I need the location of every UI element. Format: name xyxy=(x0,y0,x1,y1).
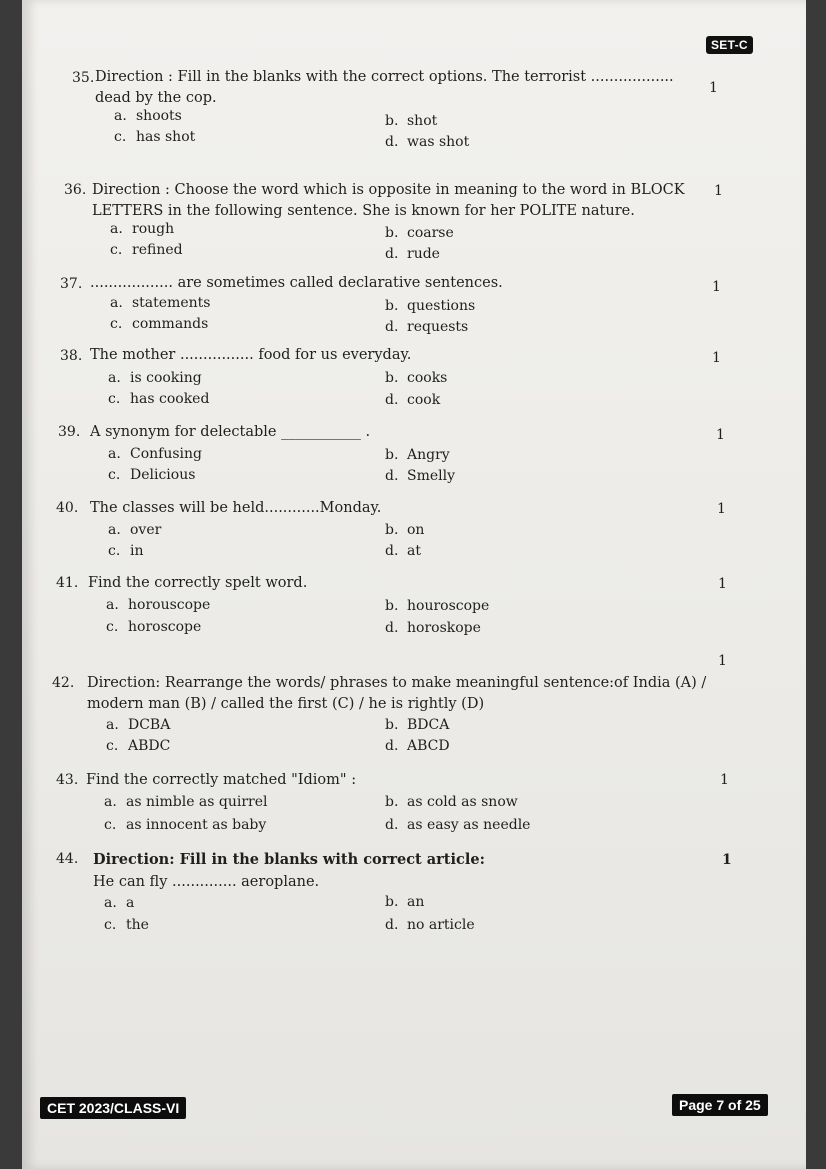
option-d: d. horoskope xyxy=(385,620,481,636)
option-c: c. in xyxy=(108,543,144,559)
marks-value: 1 xyxy=(718,653,727,669)
option-a: a. a xyxy=(104,895,135,911)
marks-value: 1 xyxy=(716,427,725,443)
footer-exam-label: CET 2023/CLASS-VI xyxy=(40,1097,186,1119)
marks-value: 1 xyxy=(709,80,718,96)
footer-page-number: Page 7 of 25 xyxy=(672,1094,768,1116)
option-d: d. at xyxy=(385,543,421,559)
question-text-line: The classes will be held............Monday. xyxy=(90,500,382,516)
option-d: d. as easy as needle xyxy=(385,817,531,833)
option-b: b. coarse xyxy=(385,225,454,241)
marks-value: 1 xyxy=(718,576,727,592)
option-a: a. over xyxy=(108,522,162,538)
option-b: b. questions xyxy=(385,298,476,314)
marks-value: 1 xyxy=(717,501,726,517)
question-number: 36. xyxy=(64,182,87,198)
option-c: c. Delicious xyxy=(108,467,196,483)
marks-value: 1 xyxy=(712,350,721,366)
question-text-line: Direction : Fill in the blanks with the correct options. The terrorist .................. xyxy=(95,69,674,85)
option-c: c. has shot xyxy=(114,129,196,145)
option-c: c. commands xyxy=(110,316,209,332)
question-text-line: The mother ................ food for us everyday. xyxy=(90,347,412,363)
option-b: b. BDCA xyxy=(385,717,450,733)
marks-value: 1 xyxy=(714,183,723,199)
option-b: b. as cold as snow xyxy=(385,794,518,810)
question-number: 41. xyxy=(56,575,79,591)
set-badge: SET-C xyxy=(706,36,753,54)
marks-value: 1 xyxy=(712,279,721,295)
option-d: d. cook xyxy=(385,392,441,408)
question-number: 44. xyxy=(56,851,79,867)
question-text-line: LETTERS in the following sentence. She is known for her POLITE nature. xyxy=(92,203,635,219)
question-text-line: Direction: Rearrange the words/ phrases to make meaningful sentence:of India (A) / xyxy=(87,675,707,691)
question-text-line: He can fly .............. aeroplane. xyxy=(93,874,320,890)
option-c: c. refined xyxy=(110,242,183,258)
option-b: b. Angry xyxy=(385,447,450,463)
option-a: a. Confusing xyxy=(108,446,202,462)
question-number: 39. xyxy=(58,424,81,440)
question-text-line: Find the correctly spelt word. xyxy=(88,575,308,591)
option-a: a. statements xyxy=(110,295,211,311)
option-b: b. houroscope xyxy=(385,598,490,614)
option-a: a. horouscope xyxy=(106,597,211,613)
option-b: b. an xyxy=(385,894,425,910)
option-d: d. was shot xyxy=(385,134,470,150)
question-text-line: dead by the cop. xyxy=(95,90,217,106)
option-b: b. shot xyxy=(385,113,438,129)
option-c: c. horoscope xyxy=(106,619,202,635)
option-a: a. is cooking xyxy=(108,370,202,386)
option-a: a. DCBA xyxy=(106,717,171,733)
option-b: b. cooks xyxy=(385,370,448,386)
question-number: 43. xyxy=(56,772,79,788)
marks-value: 1 xyxy=(722,852,732,868)
option-c: c. as innocent as baby xyxy=(104,817,267,833)
question-text-line: Direction: Fill in the blanks with correct article: xyxy=(93,851,485,868)
option-d: d. requests xyxy=(385,319,469,335)
option-b: b. on xyxy=(385,522,425,538)
question-number: 38. xyxy=(60,348,83,364)
question-text-line: Find the correctly matched "Idiom" : xyxy=(86,772,357,788)
question-text-line: .................. are sometimes called declarative sentences. xyxy=(90,275,503,291)
option-d: d. rude xyxy=(385,246,440,262)
question-number: 40. xyxy=(56,500,79,516)
question-text-line: A synonym for delectable ___________ . xyxy=(90,424,371,440)
option-c: c. has cooked xyxy=(108,391,210,407)
option-a: a. as nimble as quirrel xyxy=(104,794,268,810)
option-a: a. shoots xyxy=(114,108,182,124)
option-d: d. Smelly xyxy=(385,468,456,484)
question-number: 35. xyxy=(72,70,95,86)
question-text-line: Direction : Choose the word which is opposite in meaning to the word in BLOCK xyxy=(92,182,685,198)
question-text-line: modern man (B) / called the first (C) / he is rightly (D) xyxy=(87,696,485,712)
question-number: 42. xyxy=(52,675,75,691)
option-a: a. rough xyxy=(110,221,175,237)
option-d: d. ABCD xyxy=(385,738,450,754)
marks-value: 1 xyxy=(720,772,729,788)
question-number: 37. xyxy=(60,276,83,292)
option-c: c. the xyxy=(104,917,149,933)
option-c: c. ABDC xyxy=(106,738,171,754)
option-d: d. no article xyxy=(385,917,475,933)
